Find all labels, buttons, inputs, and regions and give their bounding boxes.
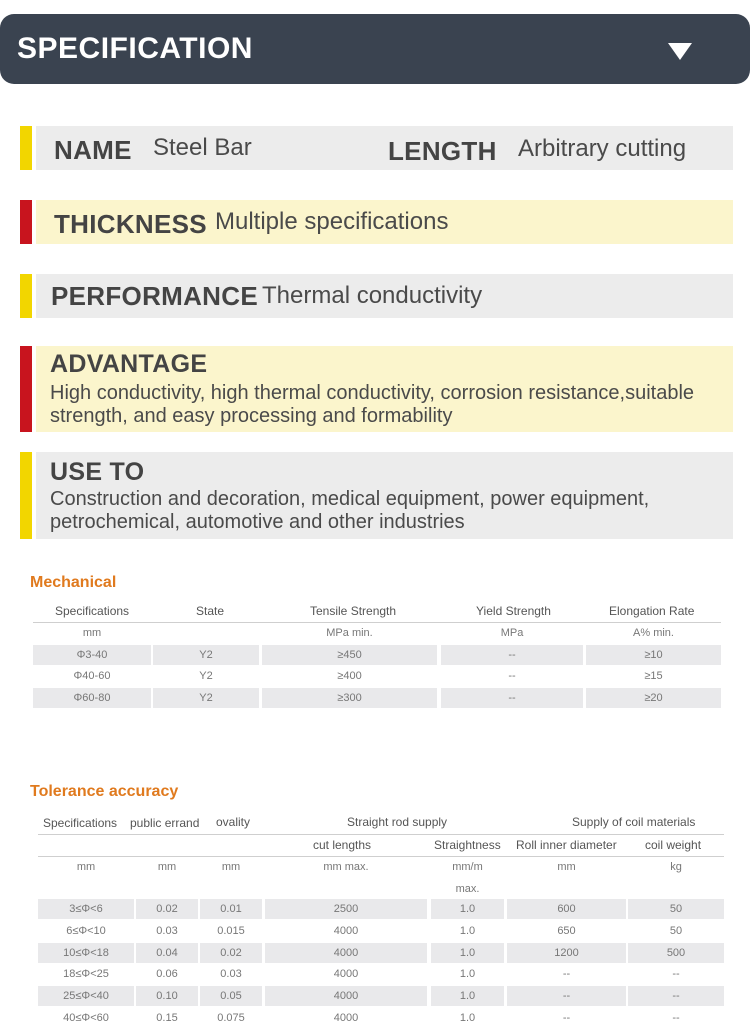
thickness-label: THICKNESS [54, 209, 207, 239]
table-cell: 600 [557, 903, 576, 915]
table-cell: ≥300 [337, 692, 362, 704]
table-cell: -- [672, 1012, 680, 1024]
table-cell: 1.0 [459, 968, 476, 981]
thickness-row [36, 200, 733, 244]
divider [38, 856, 724, 857]
specification-header[interactable] [0, 14, 750, 84]
table-cell: 0.04 [156, 946, 178, 959]
useto-label: USE TO [50, 458, 145, 486]
name-length-row [36, 126, 733, 170]
mech-header-tensile: Tensile Strength [310, 604, 397, 618]
table-cell: -- [508, 649, 516, 661]
table-cell: 25≤Φ<40 [63, 990, 109, 1003]
table-cell: 1.0 [459, 990, 476, 1003]
name-label: NAME [54, 135, 132, 165]
table-cell: 50 [669, 924, 683, 937]
mechanical-title: Mechanical [30, 574, 117, 591]
table-cell: 1.0 [459, 1012, 476, 1024]
tol-unit: mm [221, 861, 241, 873]
table-cell: -- [508, 692, 516, 704]
useto-line-2: petrochemical, automotive and other industries [50, 511, 465, 533]
tol-unit: mm [557, 861, 576, 873]
table-cell: ≥20 [644, 692, 663, 704]
table-cell: 1200 [554, 946, 579, 959]
chevron-down-icon[interactable] [668, 43, 692, 60]
tol-header-specifications: Specifications [43, 816, 118, 830]
performance-value: Thermal conductivity [262, 282, 483, 309]
table-cell: Φ3-40 [76, 649, 108, 661]
table-cell: 650 [557, 924, 576, 937]
table-cell: 0.075 [217, 1012, 245, 1024]
accent-bar-yellow [20, 274, 32, 318]
tol-unit: mm/m [452, 861, 483, 873]
advantage-line-2: strength, and easy processing and formability [50, 405, 453, 427]
table-cell: 40≤Φ<60 [63, 1012, 109, 1024]
advantage-line-1: High conductivity, high thermal conductivity, corrosion resistance,suitable [50, 382, 695, 404]
table-cell: 0.015 [217, 924, 245, 937]
table-cell: 0.01 [220, 903, 242, 915]
table-cell: ≥450 [337, 649, 362, 661]
tol-header-ovality: ovality [216, 815, 251, 829]
advantage-label: ADVANTAGE [50, 350, 208, 378]
table-cell: 4000 [333, 924, 359, 937]
table-cell: 0.02 [156, 903, 178, 915]
accent-bar-red [20, 346, 32, 432]
thickness-value: Multiple specifications [215, 208, 449, 235]
tol-header-public-errand: public errand [130, 816, 200, 830]
table-cell: -- [672, 990, 680, 1003]
table-cell: 1.0 [459, 903, 476, 915]
name-value: Steel Bar [153, 134, 252, 161]
table-cell: 0.02 [220, 946, 242, 959]
table-cell: Φ60-80 [73, 692, 111, 704]
table-cell: -- [672, 968, 680, 981]
table-cell: 0.15 [156, 1012, 178, 1024]
divider [33, 622, 721, 623]
mech-header-specifications: Specifications [55, 604, 130, 618]
table-cell: Φ40-60 [73, 670, 111, 682]
table-cell: -- [508, 670, 516, 682]
table-cell: 500 [666, 946, 686, 959]
length-label: LENGTH [388, 136, 497, 166]
table-cell: 4000 [333, 946, 359, 959]
mech-unit: MPa min. [326, 627, 373, 639]
table-cell: 3≤Φ<6 [69, 903, 103, 915]
useto-line-1: Construction and decoration, medical equipment, power equipment, [50, 488, 650, 510]
table-cell: -- [562, 968, 571, 981]
table-cell: 50 [669, 903, 683, 915]
table-cell: 0.03 [156, 924, 178, 937]
mech-unit: A% min. [633, 627, 674, 639]
tol-unit: mm [157, 861, 177, 873]
accent-bar-red [20, 200, 32, 244]
tol-sub-roll-diameter: Roll inner diameter [516, 838, 617, 852]
tol-sub-cut-lengths: cut lengths [313, 838, 372, 852]
table-cell: Y2 [199, 649, 213, 661]
mech-header-yield: Yield Strength [476, 604, 551, 618]
performance-row [36, 274, 733, 318]
table-cell: ≥10 [644, 649, 663, 661]
tol-unit: mm max. [323, 861, 369, 873]
table-cell: 4000 [333, 1012, 359, 1024]
table-cell: 0.03 [220, 968, 242, 981]
table-cell: 2500 [333, 903, 359, 915]
accent-bar-yellow [20, 126, 32, 170]
table-cell: -- [562, 1012, 571, 1024]
header-title: SPECIFICATION [17, 32, 253, 65]
table-cell: 18≤Φ<25 [63, 968, 109, 981]
useto-row [36, 452, 733, 539]
tol-unit-max: max. [455, 883, 480, 895]
table-cell: 0.10 [156, 990, 178, 1003]
tolerance-title: Tolerance accuracy [30, 783, 179, 800]
mech-unit: mm [82, 627, 102, 639]
tol-unit: kg [670, 861, 682, 873]
table-cell: 6≤Φ<10 [66, 924, 106, 937]
accent-bar-yellow [20, 452, 32, 539]
tol-unit: mm [76, 861, 96, 873]
tol-header-straight-rod: Straight rod supply [347, 815, 448, 829]
table-cell: 10≤Φ<18 [63, 946, 109, 959]
tol-sub-coil-weight: coil weight [645, 838, 702, 852]
table-cell: 0.05 [220, 990, 242, 1003]
table-cell: Y2 [199, 692, 213, 704]
table-cell: 4000 [333, 990, 359, 1003]
table-cell: ≥400 [337, 670, 362, 682]
mech-header-state: State [196, 604, 225, 618]
table-cell: 1.0 [459, 924, 476, 937]
length-value: Arbitrary cutting [518, 135, 687, 162]
table-cell: 4000 [333, 968, 359, 981]
table-cell: Y2 [199, 670, 213, 682]
mech-header-elongation: Elongation Rate [609, 604, 695, 618]
table-cell: 1.0 [459, 946, 476, 959]
tol-header-coil: Supply of coil materials [572, 815, 696, 829]
table-cell: 0.06 [156, 968, 178, 981]
table-cell: -- [562, 990, 571, 1003]
tol-sub-straightness: Straightness [434, 838, 501, 852]
mech-unit: MPa [500, 627, 524, 639]
performance-label: PERFORMANCE [51, 281, 258, 311]
divider [38, 834, 724, 835]
table-cell: ≥15 [644, 670, 663, 682]
advantage-row [36, 346, 733, 432]
